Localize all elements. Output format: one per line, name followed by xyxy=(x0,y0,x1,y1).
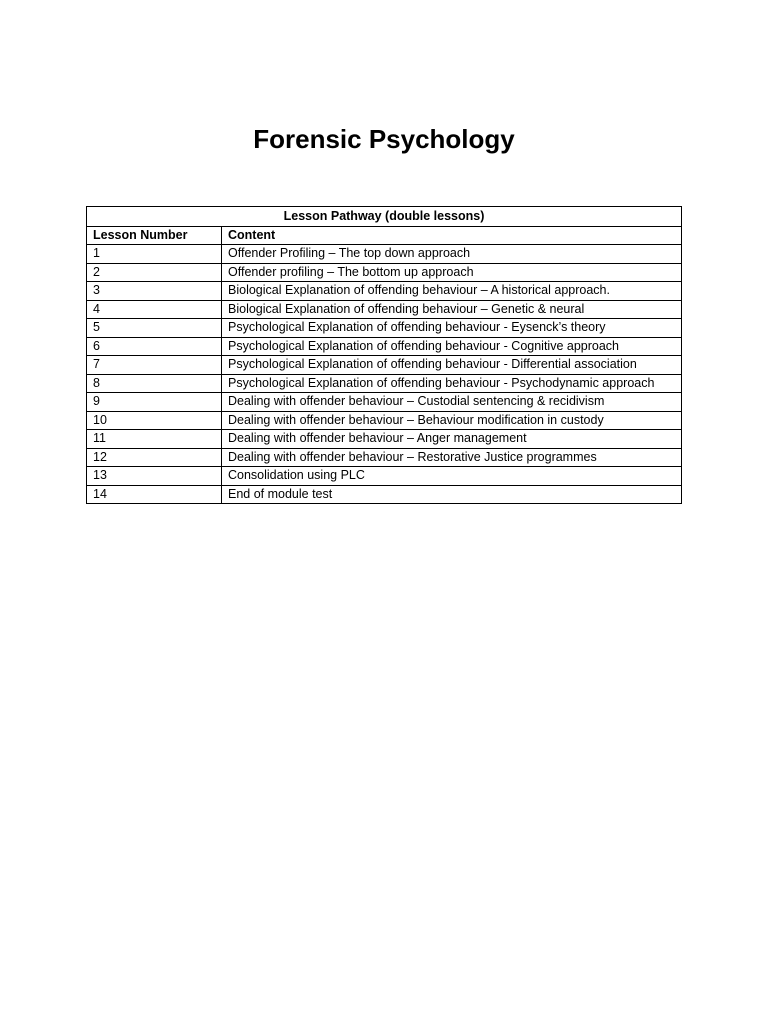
lesson-content-cell: Dealing with offender behaviour – Anger management xyxy=(222,430,682,449)
lesson-number-cell: 2 xyxy=(87,263,222,282)
lesson-number-cell: 9 xyxy=(87,393,222,412)
table-row xyxy=(87,467,682,486)
table-row xyxy=(87,319,682,338)
table-row xyxy=(87,337,682,356)
page-title: Forensic Psychology xyxy=(253,124,515,154)
table-caption: Lesson Pathway (double lessons) xyxy=(87,207,682,227)
lesson-content-cell: Psychological Explanation of offending behaviour - Psychodynamic approach xyxy=(222,374,682,393)
lesson-number-cell: 14 xyxy=(87,485,222,504)
lesson-number-cell: 6 xyxy=(87,337,222,356)
table-row xyxy=(87,300,682,319)
lesson-number-cell: 8 xyxy=(87,374,222,393)
lesson-number-cell: 12 xyxy=(87,448,222,467)
table-caption-row xyxy=(87,207,682,227)
lesson-content-cell: Offender Profiling – The top down approach xyxy=(222,245,682,264)
table-header-row xyxy=(87,226,682,245)
lesson-pathway-table xyxy=(86,206,682,504)
lesson-content-cell: Consolidation using PLC xyxy=(222,467,682,486)
table-row xyxy=(87,485,682,504)
table-row xyxy=(87,263,682,282)
lesson-number-cell: 10 xyxy=(87,411,222,430)
table-row xyxy=(87,430,682,449)
header-lesson-number: Lesson Number xyxy=(87,226,222,245)
table-row xyxy=(87,374,682,393)
lesson-content-cell: Biological Explanation of offending behaviour – A historical approach. xyxy=(222,282,682,301)
table-row xyxy=(87,245,682,264)
lesson-number-cell: 7 xyxy=(87,356,222,375)
lesson-content-cell: Psychological Explanation of offending behaviour - Cognitive approach xyxy=(222,337,682,356)
lesson-number-cell: 1 xyxy=(87,245,222,264)
table-row xyxy=(87,282,682,301)
lesson-content-cell: Psychological Explanation of offending behaviour - Differential association xyxy=(222,356,682,375)
lesson-content-cell: Dealing with offender behaviour – Custodial sentencing & recidivism xyxy=(222,393,682,412)
lesson-content-cell: Dealing with offender behaviour – Restorative Justice programmes xyxy=(222,448,682,467)
table-body xyxy=(87,207,682,504)
lesson-content-cell: Psychological Explanation of offending behaviour - Eysenck’s theory xyxy=(222,319,682,338)
lesson-content-cell: Biological Explanation of offending behaviour – Genetic & neural xyxy=(222,300,682,319)
table-row xyxy=(87,393,682,412)
table-row xyxy=(87,411,682,430)
lesson-number-cell: 3 xyxy=(87,282,222,301)
lesson-number-cell: 5 xyxy=(87,319,222,338)
lesson-content-cell: End of module test xyxy=(222,485,682,504)
lesson-number-cell: 4 xyxy=(87,300,222,319)
table-row xyxy=(87,356,682,375)
lesson-content-cell: Offender profiling – The bottom up approach xyxy=(222,263,682,282)
header-content: Content xyxy=(222,226,682,245)
lesson-number-cell: 11 xyxy=(87,430,222,449)
lesson-content-cell: Dealing with offender behaviour – Behaviour modification in custody xyxy=(222,411,682,430)
table-row xyxy=(87,448,682,467)
lesson-number-cell: 13 xyxy=(87,467,222,486)
